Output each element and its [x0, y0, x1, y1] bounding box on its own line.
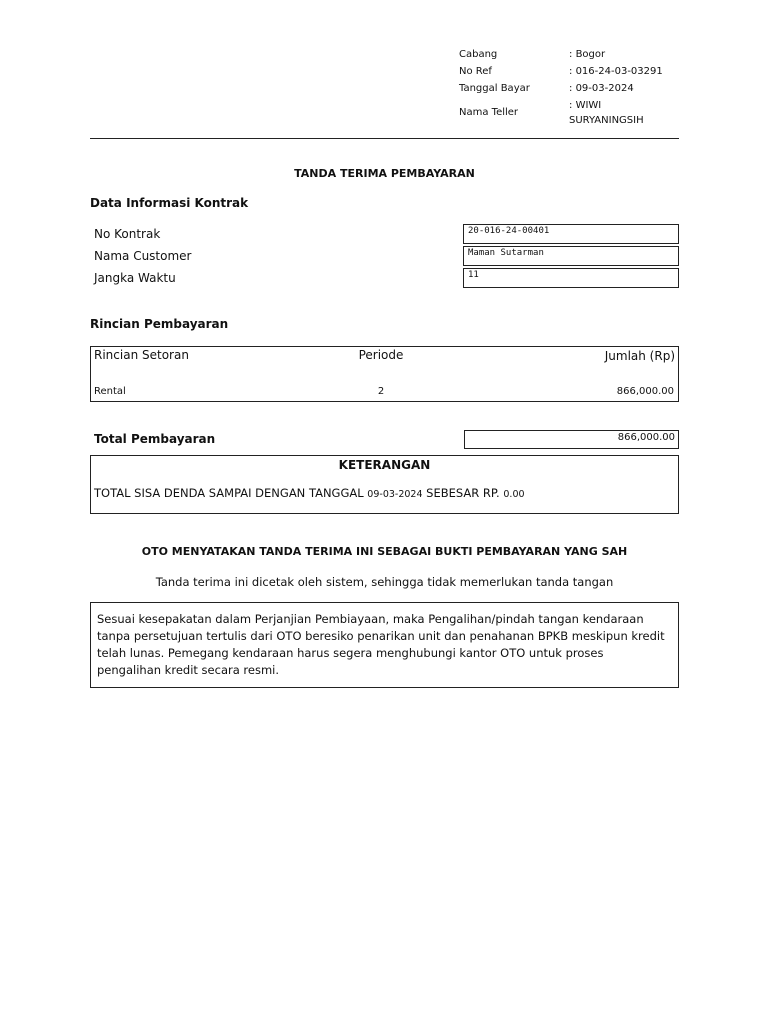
customer-name-field	[463, 246, 679, 266]
contract-no-field	[463, 224, 679, 244]
system-note: Tanda terima ini dicetak oleh sistem, sehingga tidak memerlukan tanda tangan	[155, 575, 614, 589]
teller-label: Nama Teller	[459, 107, 519, 118]
notes-date: 09-03-2024	[367, 489, 423, 500]
customer-name-value: Maman Sutarman	[468, 248, 544, 258]
ref-value: : 016-24-03-03291	[569, 66, 663, 77]
notes-amount: 0.00	[503, 489, 525, 500]
row-jumlah: 866,000.00	[616, 386, 674, 397]
pay-date-value: : 09-03-2024	[569, 83, 634, 94]
notes-box	[90, 455, 679, 514]
total-field	[464, 430, 679, 449]
notes-text: TOTAL SISA DENDA SAMPAI DENGAN TANGGAL 09-03-2024 SEBESAR RP. 0.00	[94, 486, 525, 500]
branch-value: : Bogor	[569, 49, 606, 60]
row-setoran: Rental	[94, 386, 126, 397]
validity-statement: OTO MENYATAKAN TANDA TERIMA INI SEBAGAI BUKTI PEMBAYARAN YANG SAH	[141, 545, 628, 558]
contract-no-label: No Kontrak	[94, 227, 161, 241]
col-header-jumlah: Jumlah (Rp)	[604, 349, 675, 363]
term-label: Jangka Waktu	[94, 271, 176, 285]
notes-title: KETERANGAN	[338, 458, 431, 472]
total-value: 866,000.00	[617, 432, 675, 443]
branch-label: Cabang	[459, 49, 498, 60]
contract-section-title: Data Informasi Kontrak	[90, 196, 249, 210]
term-value: 11	[468, 270, 479, 280]
col-header-periode: Periode	[358, 348, 404, 362]
col-header-setoran: Rincian Setoran	[94, 348, 189, 362]
disclaimer-box	[90, 602, 679, 688]
contract-no-value: 20-016-24-00401	[468, 226, 550, 236]
ref-label: No Ref	[459, 66, 492, 77]
teller-value: : WIWI	[569, 100, 602, 111]
pay-date-label: Tanggal Bayar	[459, 83, 530, 94]
disclaimer-text: Sesuai kesepakatan dalam Perjanjian Pembiayaan, maka Pengalihan/pindah tangan kendaraan tanpa persetujuan tertulis dari OTO beresiko penarikan unit dan penahanan BPKB meskipun kredit telah lunas. Pemegang kendaraan harus segera menghubungi kantor OTO untuk proses pengalihan kredit secara resmi.	[97, 612, 665, 677]
total-label: Total Pembayaran	[94, 432, 216, 446]
payment-detail-table	[90, 346, 679, 402]
teller-value-line2: SURYANINGSIH	[569, 115, 644, 126]
customer-name-label: Nama Customer	[94, 249, 192, 263]
page-title: TANDA TERIMA PEMBAYARAN	[294, 167, 475, 180]
payment-detail-title: Rincian Pembayaran	[90, 317, 229, 331]
header-divider	[90, 138, 679, 139]
term-field	[463, 268, 679, 288]
row-periode: 2	[377, 386, 385, 397]
